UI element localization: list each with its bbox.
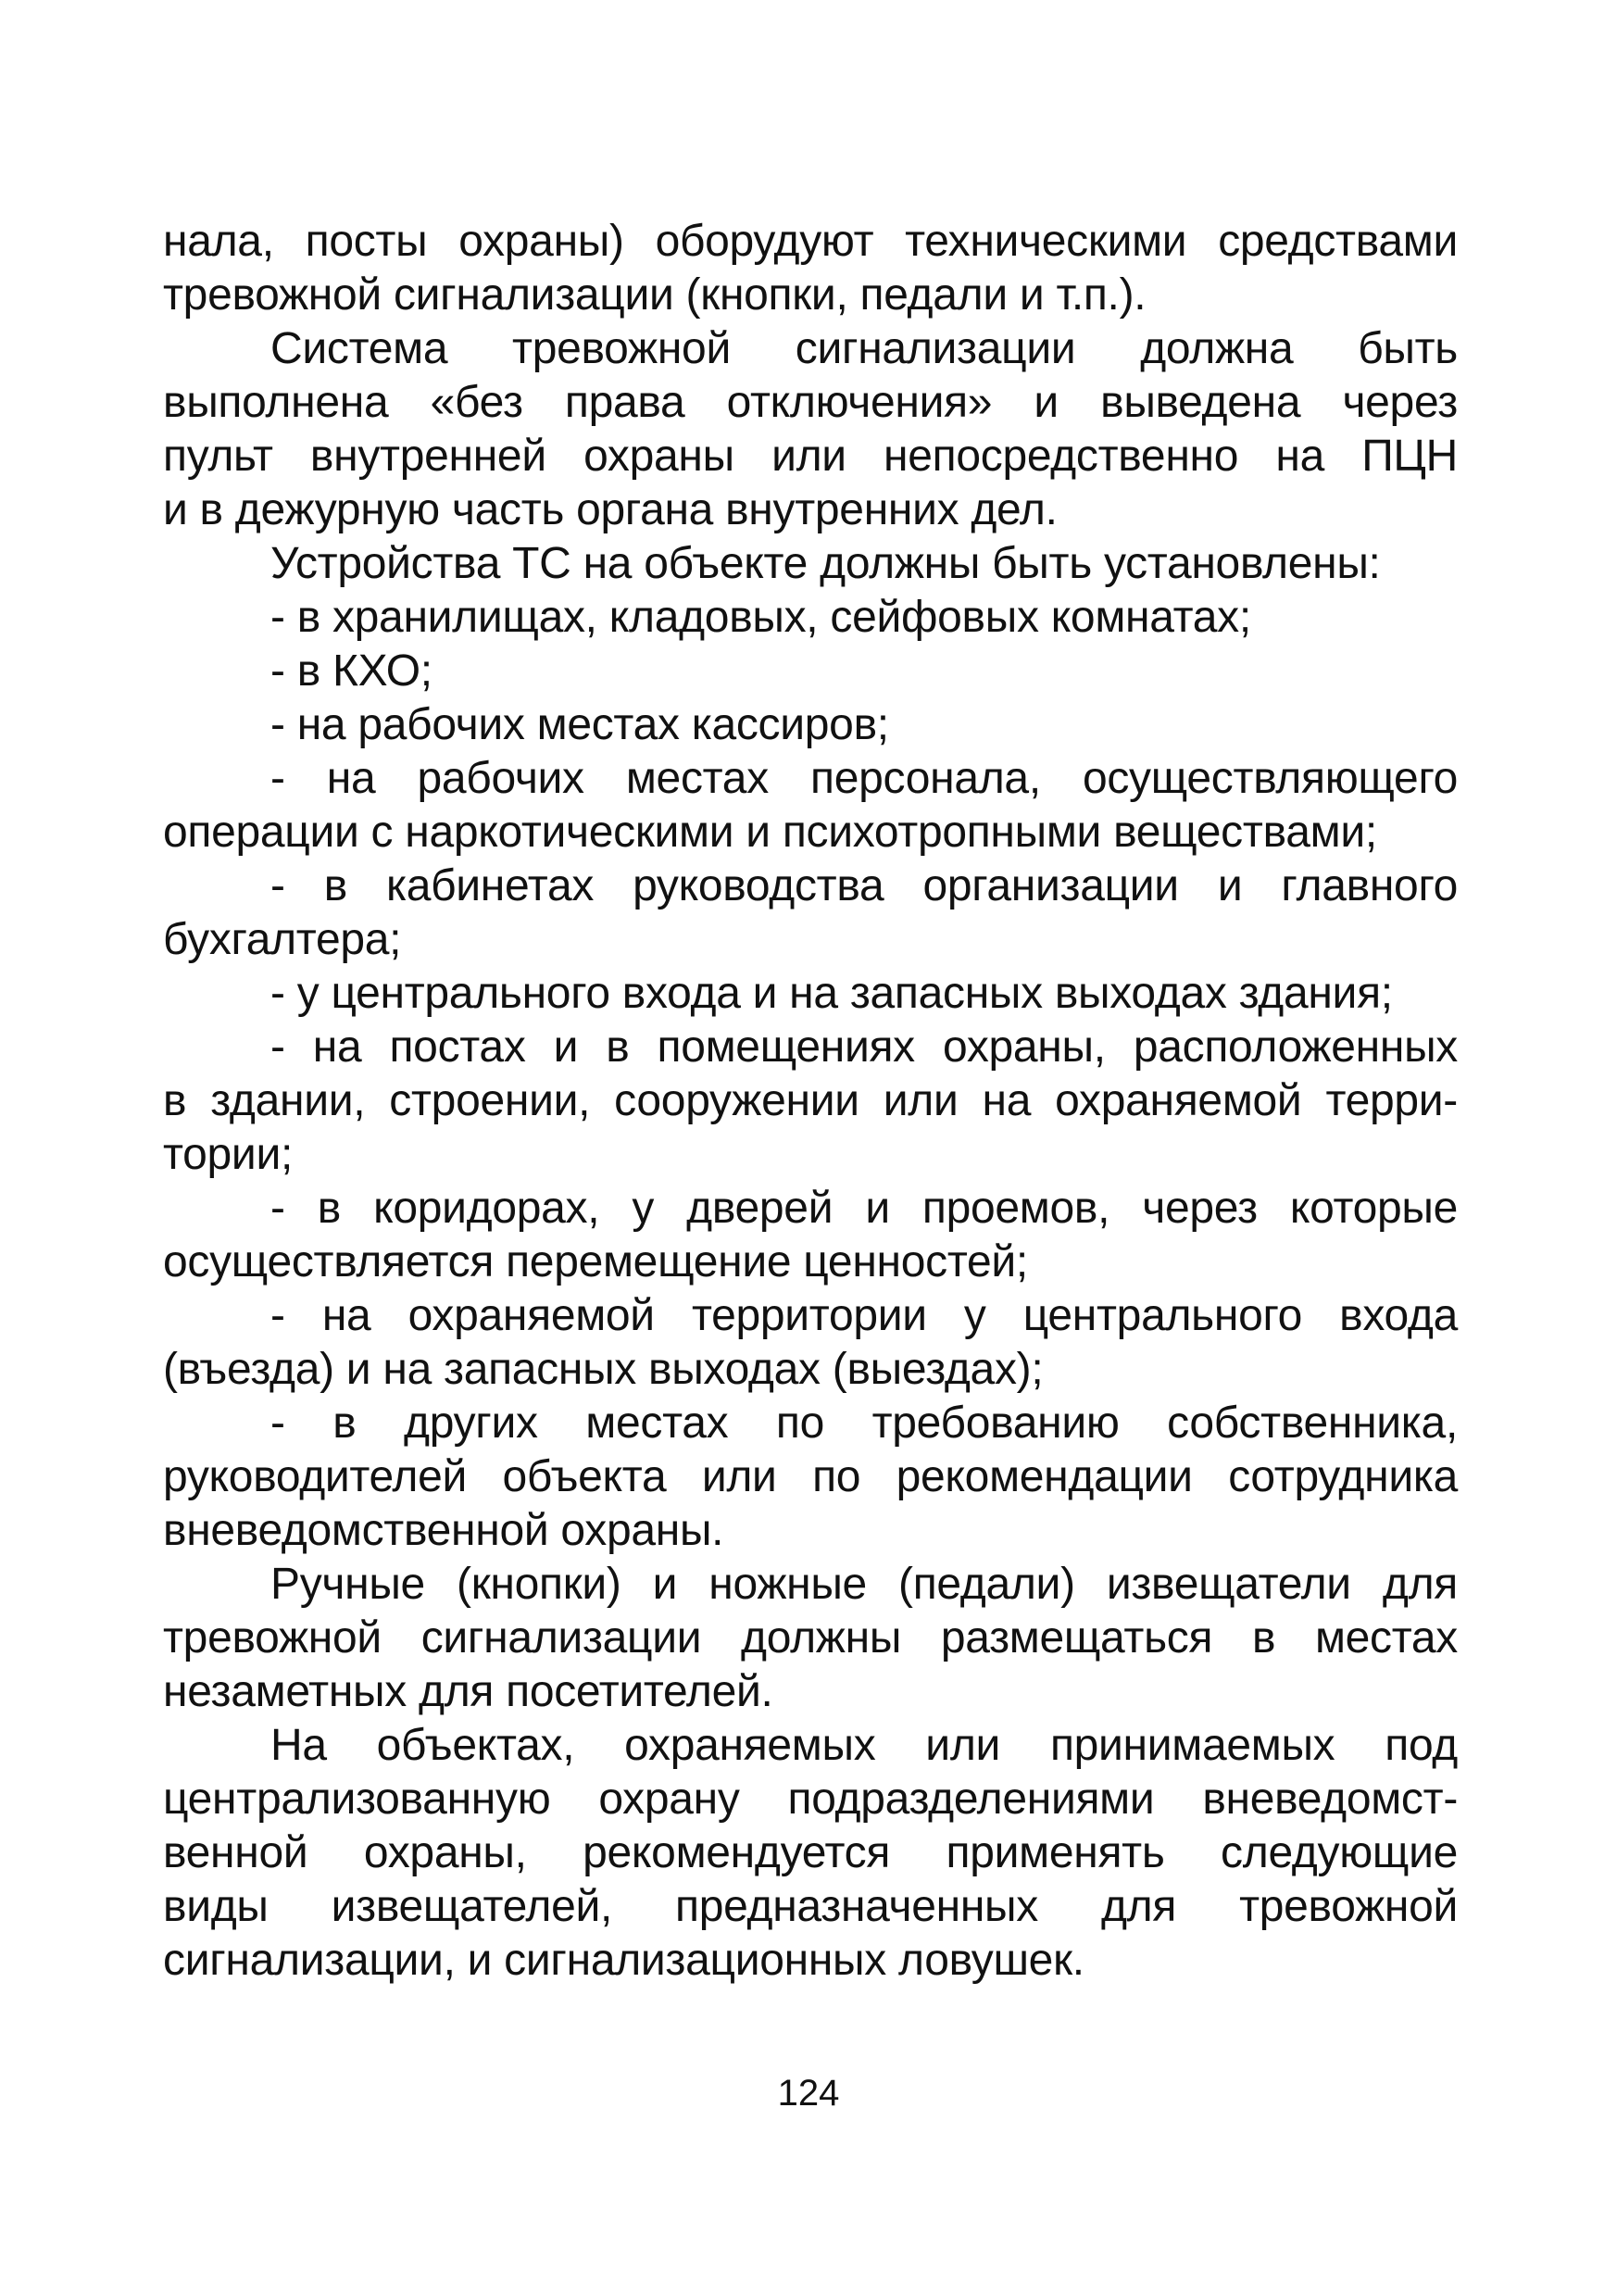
text-line: - на охраняемой территории у центрального входа <box>270 1291 1458 1340</box>
text-line: венной охраны, рекомендуется применять следующие <box>163 1828 1458 1877</box>
text-line: Система тревожной сигнализации должна быть <box>270 324 1458 373</box>
text-line: осуществляется перемещение ценностей; <box>163 1237 1028 1286</box>
text-line: Ручные (кнопки) и ножные (педали) извещатели для <box>270 1560 1458 1609</box>
text-line: централизованную охрану подразделениями вневедомст- <box>163 1775 1458 1824</box>
text-line: сигнализации, и сигнализационных ловушек. <box>163 1936 1084 1985</box>
text-line: - на постах и в помещениях охраны, расположенных <box>270 1023 1458 1072</box>
page-body <box>163 215 1458 1988</box>
text-line: виды извещателей, предназначенных для тревожной <box>163 1882 1458 1931</box>
text-line: нала, посты охраны) оборудуют техническими средствами <box>163 217 1458 266</box>
text-line: - на рабочих местах кассиров; <box>270 700 889 749</box>
text-line: тревожной сигнализации (кнопки, педали и т.п.). <box>163 270 1147 320</box>
text-line: - в кабинетах руководства организации и главного <box>270 861 1458 910</box>
text-line: руководителей объекта или по рекомендации сотрудника <box>163 1452 1458 1501</box>
text-line: - в других местах по требованию собственника, <box>270 1399 1458 1448</box>
text-line: Устройства ТС на объекте должны быть установлены: <box>270 539 1381 588</box>
text-line: вневедомственной охраны. <box>163 1506 724 1555</box>
text-line: - в хранилищах, кладовых, сейфовых комнатах; <box>270 593 1251 642</box>
text-line: незаметных для посетителей. <box>163 1667 773 1716</box>
text-line: На объектах, охраняемых или принимаемых под <box>270 1721 1458 1770</box>
text-line: операции с наркотическими и психотропными веществами; <box>163 808 1377 857</box>
text-line: - у центрального входа и на запасных выходах здания; <box>270 969 1393 1018</box>
text-line: в здании, строении, сооружении или на охраняемой терри- <box>163 1076 1458 1125</box>
text-line: и в дежурную часть органа внутренних дел. <box>163 485 1058 534</box>
text-line: - в коридорах, у дверей и проемов, через которые <box>270 1184 1458 1233</box>
text-line: тории; <box>163 1130 293 1179</box>
text-line: пульт внутренней охраны или непосредственно на ПЦН <box>163 432 1458 481</box>
text-line: - в КХО; <box>270 646 432 696</box>
text-line: выполнена «без права отключения» и выведена через <box>163 378 1458 427</box>
page-number: 124 <box>777 2073 840 2114</box>
text-line: тревожной сигнализации должны размещаться в местах <box>163 1613 1458 1662</box>
text-line: - на рабочих местах персонала, осуществляющего <box>270 754 1458 803</box>
text-line: (въезда) и на запасных выходах (выездах); <box>163 1345 1044 1394</box>
text-line: бухгалтера; <box>163 915 402 964</box>
